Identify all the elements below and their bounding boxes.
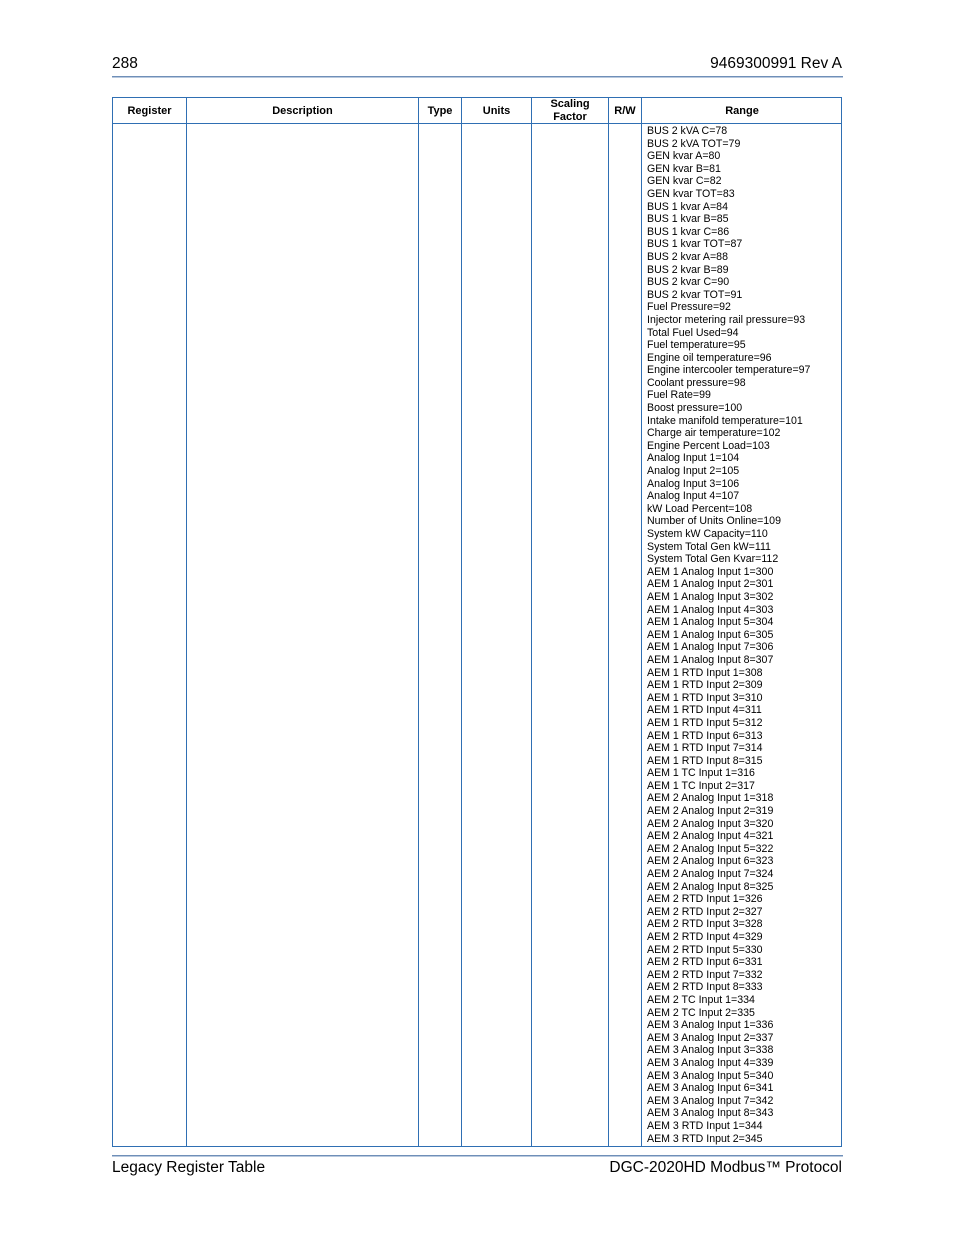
range-value: AEM 2 Analog Input 7=324 <box>647 868 774 881</box>
register-table <box>112 97 842 1147</box>
page-header <box>112 55 842 75</box>
range-value: AEM 2 Analog Input 5=322 <box>647 842 774 855</box>
column-header-rw: R/W <box>614 104 636 117</box>
range-value: AEM 1 Analog Input 8=307 <box>647 653 774 666</box>
range-value: AEM 2 Analog Input 1=318 <box>647 792 774 805</box>
range-value: Analog Input 4=107 <box>647 490 740 503</box>
range-value: AEM 2 RTD Input 4=329 <box>647 931 763 943</box>
range-value: AEM 2 Analog Input 2=319 <box>647 805 774 818</box>
footer-section-title: Legacy Register Table <box>112 1159 266 1176</box>
range-value: AEM 2 Analog Input 8=325 <box>647 880 774 893</box>
column-divider <box>641 98 642 1146</box>
range-value: AEM 1 RTD Input 4=311 <box>647 704 762 717</box>
range-value: AEM 1 Analog Input 4=303 <box>647 603 774 616</box>
range-value: AEM 2 RTD Input 3=328 <box>647 918 763 931</box>
range-value: AEM 3 Analog Input 4=339 <box>647 1056 774 1069</box>
range-value: AEM 1 RTD Input 7=314 <box>647 742 763 755</box>
range-value: AEM 2 Analog Input 3=320 <box>647 817 774 830</box>
range-value: AEM 3 Analog Input 5=340 <box>647 1069 774 1082</box>
column-header-type: Type <box>427 104 453 117</box>
range-value: AEM 2 RTD Input 5=330 <box>647 943 763 956</box>
range-value: Coolant pressure=98 <box>647 376 746 389</box>
range-value: GEN kvar C=82 <box>647 175 722 188</box>
range-value-list <box>647 125 810 1145</box>
range-value: AEM 2 RTD Input 2=327 <box>647 905 763 918</box>
range-value: AEM 3 Analog Input 7=342 <box>647 1094 774 1107</box>
range-value: AEM 1 Analog Input 7=306 <box>647 641 774 654</box>
column-header-description: Description <box>272 104 333 117</box>
range-value: AEM 2 RTD Input 6=331 <box>647 956 763 969</box>
range-value: Engine oil temperature=96 <box>647 351 772 364</box>
range-value: BUS 1 kvar A=84 <box>647 200 728 213</box>
range-value: BUS 2 kVA C=78 <box>647 125 728 137</box>
range-value: Boost pressure=100 <box>647 402 743 415</box>
scaling-label: Scaling <box>550 98 590 110</box>
range-value: AEM 2 RTD Input 1=326 <box>647 893 763 906</box>
range-value: Fuel temperature=95 <box>647 339 746 352</box>
range-value: GEN kvar TOT=83 <box>647 187 735 200</box>
page-number: 288 <box>112 55 138 72</box>
range-value: BUS 2 kvar TOT=91 <box>647 288 743 301</box>
range-value: Total Fuel Used=94 <box>647 326 739 339</box>
footer-document-title: DGC-2020HD Modbus™ Protocol <box>609 1159 842 1176</box>
factor-label: Factor <box>553 111 587 123</box>
range-value: System Total Gen kW=111 <box>647 540 771 553</box>
range-value: System kW Capacity=110 <box>647 528 768 540</box>
range-value: AEM 3 Analog Input 8=343 <box>647 1107 774 1120</box>
range-value: System Total Gen Kvar=112 <box>647 553 779 566</box>
range-value: AEM 2 Analog Input 6=323 <box>647 855 774 868</box>
range-value: AEM 2 TC Input 2=335 <box>647 1006 755 1019</box>
range-value: AEM 1 RTD Input 3=310 <box>647 691 763 704</box>
range-value: BUS 2 kvar C=90 <box>647 276 730 289</box>
range-value: Fuel Rate=99 <box>647 389 711 402</box>
column-divider <box>418 98 419 1146</box>
column-divider <box>531 98 532 1146</box>
range-value: AEM 1 Analog Input 1=300 <box>647 565 774 578</box>
range-value: AEM 3 Analog Input 2=337 <box>647 1031 774 1044</box>
range-value: kW Load Percent=108 <box>647 502 753 515</box>
range-value: AEM 1 TC Input 1=316 <box>647 767 755 780</box>
range-value: AEM 2 TC Input 1=334 <box>647 993 755 1006</box>
range-value: BUS 1 kvar B=85 <box>647 213 729 226</box>
range-value: AEM 1 RTD Input 2=309 <box>647 679 763 692</box>
range-value: AEM 1 RTD Input 5=312 <box>647 716 763 729</box>
column-divider <box>608 98 609 1146</box>
range-value: AEM 1 Analog Input 3=302 <box>647 590 774 603</box>
range-value: AEM 1 Analog Input 6=305 <box>647 628 774 641</box>
range-value: AEM 3 Analog Input 3=338 <box>647 1044 774 1057</box>
range-value: AEM 1 RTD Input 1=308 <box>647 666 763 679</box>
range-value: Engine intercooler temperature=97 <box>647 364 811 377</box>
column-header-units: Units <box>482 104 511 117</box>
range-value: Analog Input 1=104 <box>647 452 740 465</box>
range-value: BUS 2 kVA TOT=79 <box>647 137 741 150</box>
range-value: AEM 1 Analog Input 2=301 <box>647 578 774 591</box>
range-value: BUS 1 kvar TOT=87 <box>647 238 743 251</box>
range-value: GEN kvar B=81 <box>647 162 721 175</box>
range-value: AEM 3 Analog Input 1=336 <box>647 1019 774 1032</box>
range-value: Intake manifold temperature=101 <box>647 414 803 427</box>
range-value: AEM 3 Analog Input 6=341 <box>647 1082 774 1095</box>
column-header-range: Range <box>725 104 759 117</box>
range-value: AEM 2 RTD Input 8=333 <box>647 981 763 994</box>
range-value: Engine Percent Load=103 <box>647 439 770 452</box>
column-divider <box>461 98 462 1146</box>
column-header-scaling-factor <box>532 98 608 124</box>
column-divider <box>186 98 187 1146</box>
range-value: AEM 2 Analog Input 4=321 <box>647 830 774 843</box>
range-value: Fuel Pressure=92 <box>647 301 731 314</box>
range-value: AEM 1 RTD Input 6=313 <box>647 729 763 742</box>
range-value: AEM 1 RTD Input 8=315 <box>647 754 763 767</box>
range-value: GEN kvar A=80 <box>647 150 721 163</box>
range-value: AEM 3 RTD Input 1=344 <box>647 1119 763 1132</box>
range-value: AEM 1 Analog Input 5=304 <box>647 616 774 629</box>
range-value: BUS 1 kvar C=86 <box>647 225 730 238</box>
footer-rule <box>112 1155 843 1157</box>
range-value: BUS 2 kvar B=89 <box>647 263 729 276</box>
header-rule <box>112 76 843 78</box>
range-value: AEM 2 RTD Input 7=332 <box>647 968 763 981</box>
column-header-register: Register <box>127 104 172 117</box>
document-id: 9469300991 Rev A <box>710 55 842 72</box>
range-value: Analog Input 3=106 <box>647 477 740 490</box>
range-value: Injector metering rail pressure=93 <box>647 313 806 326</box>
range-value: AEM 1 TC Input 2=317 <box>647 779 755 792</box>
range-value: BUS 2 kvar A=88 <box>647 250 728 263</box>
range-value: Analog Input 2=105 <box>647 465 740 478</box>
range-value: Number of Units Online=109 <box>647 515 781 528</box>
range-value: Charge air temperature=102 <box>647 427 781 440</box>
range-value: AEM 3 RTD Input 2=345 <box>647 1132 763 1145</box>
